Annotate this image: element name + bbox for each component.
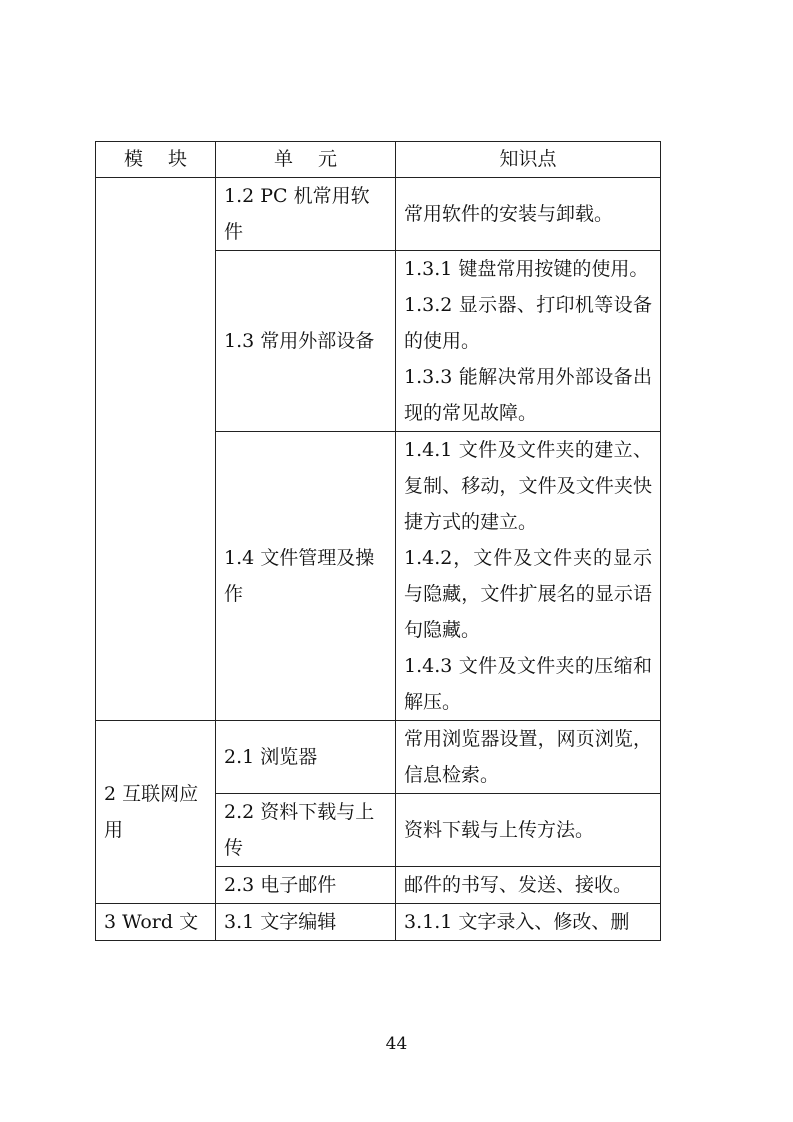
header-unit: 单 元 bbox=[216, 142, 396, 178]
knowledge-point: 1.3.1 键盘常用按键的使用。 bbox=[404, 258, 649, 280]
unit-cell: 2.1 浏览器 bbox=[216, 721, 396, 794]
module-cell bbox=[96, 178, 216, 721]
unit-cell: 3.1 文字编辑 bbox=[216, 904, 396, 941]
page-number: 44 bbox=[385, 1034, 408, 1054]
knowledge-point: 1.4.3 文件及文件夹的压缩和解压。 bbox=[404, 655, 652, 713]
curriculum-table bbox=[95, 141, 661, 941]
unit-cell: 2.3 电子邮件 bbox=[216, 867, 396, 904]
table-row bbox=[96, 721, 661, 794]
points-cell bbox=[396, 794, 661, 867]
unit-cell: 1.4 文件管理及操作 bbox=[216, 432, 396, 721]
header-points: 知识点 bbox=[396, 142, 661, 178]
unit-cell: 1.3 常用外部设备 bbox=[216, 251, 396, 432]
knowledge-point: 常用软件的安装与卸载。 bbox=[404, 203, 614, 225]
knowledge-point: 资料下载与上传方法。 bbox=[404, 819, 595, 841]
knowledge-point: 常用浏览器设置，网页浏览，信息检索。 bbox=[404, 728, 652, 786]
module-cell: 3 Word 文 bbox=[96, 904, 216, 941]
unit-cell: 2.2 资料下载与上传 bbox=[216, 794, 396, 867]
points-cell bbox=[396, 721, 661, 794]
points-cell bbox=[396, 251, 661, 432]
table-row bbox=[96, 178, 661, 251]
knowledge-point: 邮件的书写、发送、接收。 bbox=[404, 874, 633, 896]
points-cell bbox=[396, 904, 661, 941]
points-cell bbox=[396, 867, 661, 904]
header-module: 模 块 bbox=[96, 142, 216, 178]
unit-cell: 1.2 PC 机常用软件 bbox=[216, 178, 396, 251]
points-cell bbox=[396, 432, 661, 721]
knowledge-point: 1.3.2 显示器、打印机等设备的使用。 bbox=[404, 294, 652, 352]
knowledge-point: 1.3.3 能解决常用外部设备出现的常见故障。 bbox=[404, 366, 652, 424]
knowledge-point: 3.1.1 文字录入、修改、删 bbox=[404, 911, 630, 933]
points-cell bbox=[396, 178, 661, 251]
knowledge-point: 1.4.2，文件及文件夹的显示与隐藏，文件扩展名的显示语句隐藏。 bbox=[404, 547, 652, 641]
module-cell: 2 互联网应用 bbox=[96, 721, 216, 904]
table-row bbox=[96, 904, 661, 941]
knowledge-point: 1.4.1 文件及文件夹的建立、复制、移动，文件及文件夹快捷方式的建立。 bbox=[404, 439, 652, 533]
table-header-row bbox=[96, 142, 661, 178]
